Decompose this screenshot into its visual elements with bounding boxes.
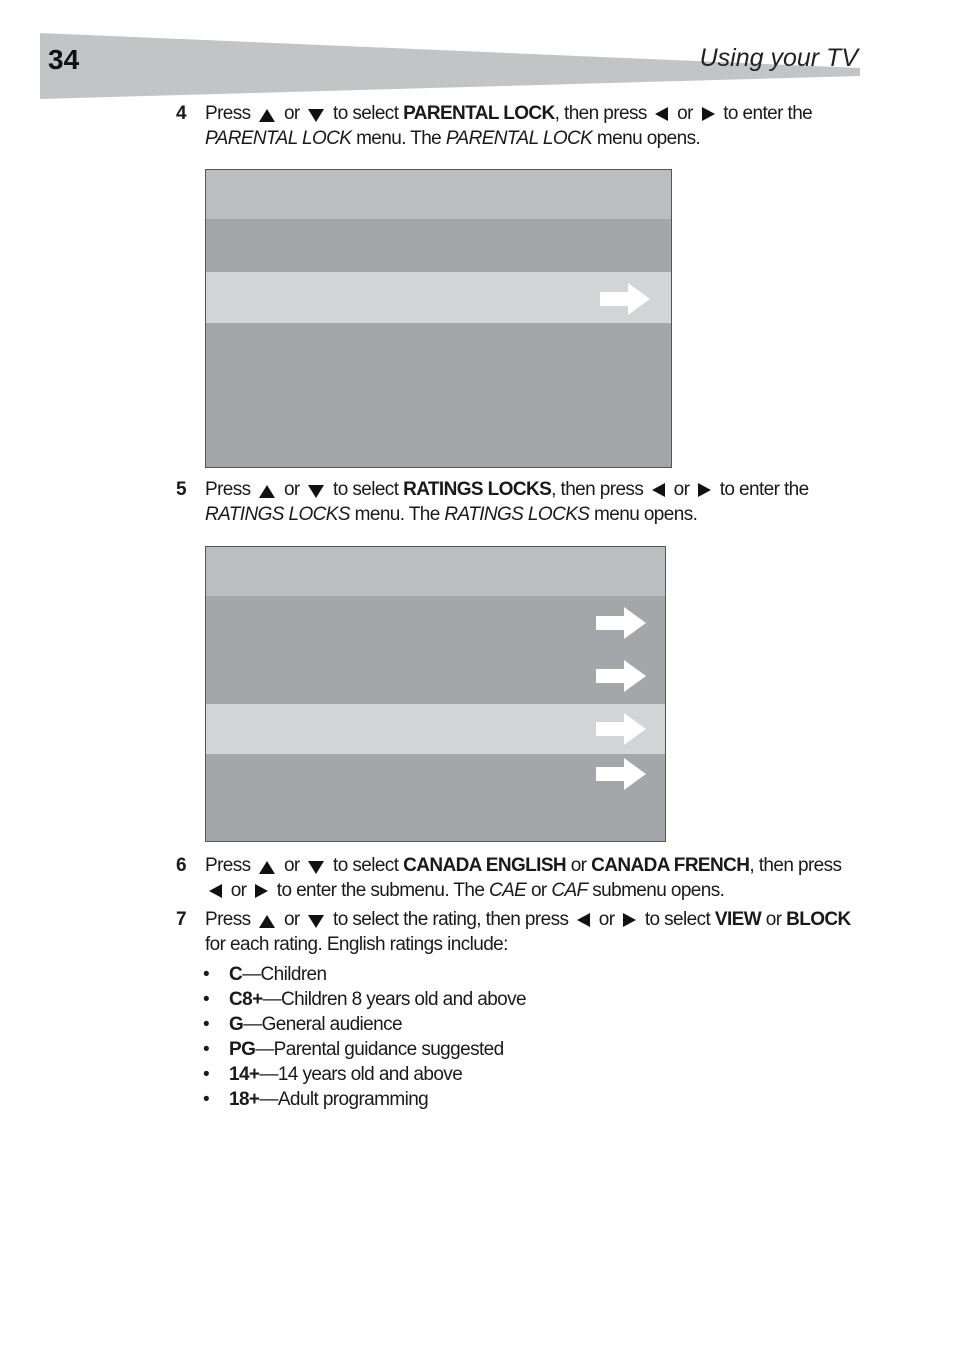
bullet: • <box>203 989 210 1010</box>
menu-title-row <box>206 547 665 596</box>
step-text: Press or to select CANADA ENGLISH or CANADA FRENCH, then press or to enter the submenu. The CAE or CAF submenu opens. <box>205 855 842 901</box>
up-triangle-icon <box>259 109 275 122</box>
right-arrow-icon <box>596 758 648 790</box>
rating-description: —14 years old and above <box>259 1064 463 1085</box>
rating-description: —General audience <box>243 1014 402 1035</box>
menu-title-row <box>206 170 671 219</box>
section-title: Using your TV <box>699 44 858 72</box>
page-number: 34 <box>48 44 80 75</box>
bullet: • <box>203 964 210 985</box>
list-item <box>203 1087 526 1112</box>
ratings-list <box>203 962 526 1112</box>
left-triangle-icon <box>655 107 668 121</box>
right-arrow-icon <box>600 283 652 315</box>
rating-code: PG <box>229 1039 256 1060</box>
bullet: • <box>203 1039 210 1060</box>
right-triangle-icon <box>698 483 711 497</box>
rating-code: G <box>229 1014 244 1035</box>
menu-item-name: PARENTAL LOCK <box>403 103 555 124</box>
menu-item-name: RATINGS LOCKS <box>403 479 552 500</box>
right-arrow-icon <box>596 713 648 745</box>
down-triangle-icon <box>308 485 324 498</box>
list-item <box>203 1062 526 1087</box>
list-item <box>203 962 526 987</box>
up-triangle-icon <box>259 915 275 928</box>
menu-item-name: CANADA FRENCH <box>591 855 750 876</box>
step-6 <box>176 853 856 905</box>
step-number: 5 <box>176 479 186 500</box>
right-arrow-icon <box>596 607 648 639</box>
right-arrow-icon <box>596 660 648 692</box>
option-block: BLOCK <box>786 909 851 930</box>
right-triangle-icon <box>255 884 268 898</box>
step-5 <box>176 477 856 529</box>
down-triangle-icon <box>308 915 324 928</box>
left-triangle-icon <box>577 913 590 927</box>
bullet: • <box>203 1089 210 1110</box>
left-triangle-icon <box>652 483 665 497</box>
step-number: 4 <box>176 103 186 124</box>
step-number: 7 <box>176 909 186 930</box>
down-triangle-icon <box>308 861 324 874</box>
rating-description: —Parental guidance suggested <box>255 1039 504 1060</box>
step-4 <box>176 101 856 153</box>
step-text: Press or to select RATINGS LOCKS, then press or to enter the RATINGS LOCKS menu. The RATINGS LOCKS menu opens. <box>205 479 809 525</box>
right-triangle-icon <box>702 107 715 121</box>
rating-description: —Children <box>242 964 327 985</box>
option-view: VIEW <box>714 909 762 930</box>
up-triangle-icon <box>259 861 275 874</box>
list-item <box>203 987 526 1012</box>
list-item <box>203 1037 526 1062</box>
bullet: • <box>203 1064 210 1085</box>
step-number: 6 <box>176 855 186 876</box>
parental-lock-menu-screenshot <box>205 169 672 468</box>
step-text: Press or to select PARENTAL LOCK, then press or to enter the PARENTAL LOCK menu. The PARENTAL LOCK menu opens. <box>205 103 813 149</box>
menu-row <box>206 219 671 272</box>
ratings-locks-menu-screenshot <box>205 546 666 842</box>
list-item <box>203 1012 526 1037</box>
rating-description: —Adult programming <box>259 1089 429 1110</box>
step-text: Press or to select the rating, then press or to select VIEW or BLOCK for each rating. English ratings include: <box>205 909 851 955</box>
rating-code: 14+ <box>229 1064 260 1085</box>
down-triangle-icon <box>308 109 324 122</box>
rating-code: C8+ <box>229 989 263 1010</box>
up-triangle-icon <box>259 485 275 498</box>
step-7 <box>176 907 856 959</box>
bullet: • <box>203 1014 210 1035</box>
menu-item-name: CANADA ENGLISH <box>403 855 567 876</box>
left-triangle-icon <box>209 884 222 898</box>
rating-code: C <box>229 964 243 985</box>
rating-code: 18+ <box>229 1089 260 1110</box>
rating-description: —Children 8 years old and above <box>262 989 526 1010</box>
right-triangle-icon <box>623 913 636 927</box>
